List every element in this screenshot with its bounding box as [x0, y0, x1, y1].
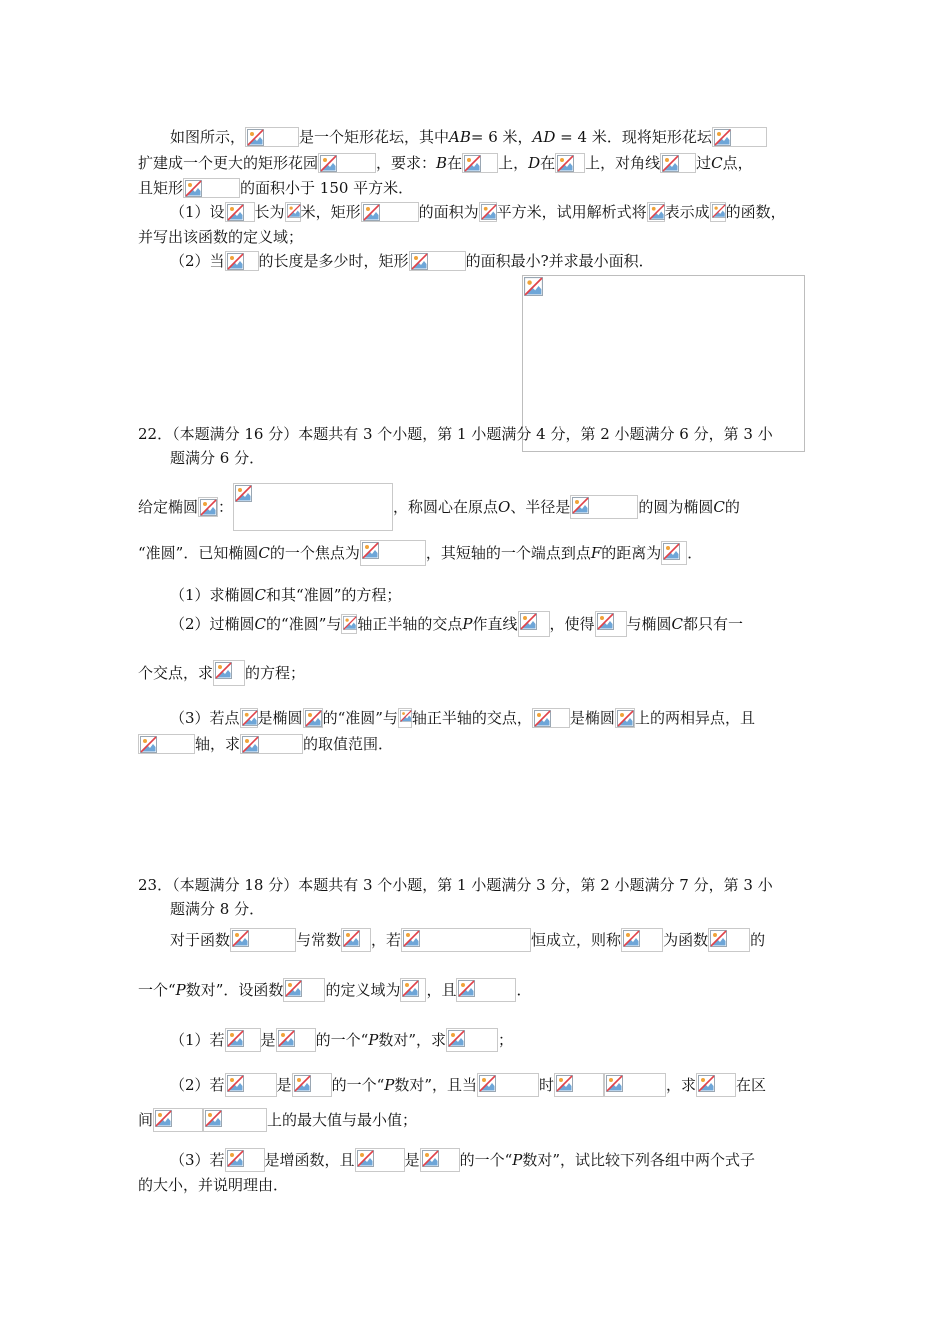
text: 上， [498, 154, 529, 172]
text: 的一个“ [331, 1076, 385, 1094]
text: （2）过椭圆 [170, 615, 255, 633]
broken-image-icon [479, 202, 497, 222]
broken-image-icon [398, 708, 412, 728]
p21-line3 [138, 177, 413, 198]
broken-image-icon [360, 540, 426, 566]
broken-image-icon [477, 1073, 539, 1097]
text: 过 [696, 154, 712, 172]
text: 平方米，试用解析式将 [496, 203, 647, 221]
text: ，若 [371, 931, 402, 949]
broken-image-icon [696, 1073, 736, 1097]
broken-image-icon [285, 202, 301, 222]
p21-line2 [138, 152, 753, 173]
broken-image-icon [318, 153, 376, 173]
text: 22．（本题满分 16 分）本题共有 3 个小题，第 1 小题满分 4 分，第 2 小题满分 6 分，第 3 小 [138, 425, 773, 443]
text: 间 [138, 1111, 154, 1129]
text: ，要求： [376, 154, 437, 172]
text: 如图所示， [170, 128, 246, 146]
broken-image-icon [661, 541, 687, 565]
text: （1）若 [170, 1031, 225, 1049]
text: 数对”．设函数 [185, 981, 284, 999]
text: 作直线 [472, 615, 518, 633]
var-D: D [528, 154, 541, 172]
text: 的函数， [725, 203, 786, 221]
text: ： [218, 498, 234, 516]
p22-q3-line2 [138, 733, 393, 754]
text: 上的最大值与最小值； [267, 1111, 418, 1129]
text: 的距离为 [601, 544, 662, 562]
broken-image-icon [225, 251, 259, 271]
text: 的圆为椭圆 [638, 498, 714, 516]
text: （3）若 [170, 1151, 225, 1169]
broken-image-icon [518, 611, 550, 637]
text: 上的两相异点，且 [634, 709, 755, 727]
broken-image-icon [341, 614, 357, 634]
text: 的一个“ [459, 1151, 513, 1169]
var-C: C [258, 544, 270, 562]
p22-q3-line1 [170, 707, 755, 728]
text: ，且 [426, 981, 457, 999]
text: 一个“ [138, 981, 176, 999]
text: 是椭圆 [257, 709, 303, 727]
p23-header-line1 [138, 874, 773, 895]
broken-image-icon [595, 611, 627, 637]
text: （2）当 [170, 252, 225, 270]
broken-image-icon [283, 978, 325, 1002]
broken-image-icon [276, 1028, 316, 1052]
text: ，求 [666, 1076, 697, 1094]
text: 是 [404, 1151, 420, 1169]
p23-line-b [138, 978, 531, 1002]
p22-header-line1 [138, 423, 773, 444]
text: （1）设 [170, 203, 225, 221]
text: 的面积最小?并求最小面积． [465, 252, 654, 270]
p23-header-line2 [170, 898, 264, 919]
text: 与常数 [296, 931, 342, 949]
broken-image-icon [303, 708, 323, 728]
broken-image-icon [240, 734, 303, 754]
var-AD: AD [532, 128, 556, 146]
text: 扩建成一个更大的矩形花园 [138, 154, 319, 172]
text: 的方程； [245, 664, 306, 682]
text: = 4 米．现将矩形花坛 [555, 128, 712, 146]
text: 数对”，且当 [394, 1076, 477, 1094]
text: ，其短轴的一个端点到点 [425, 544, 591, 562]
broken-image-icon [462, 153, 498, 173]
text: 的一个“ [315, 1031, 369, 1049]
p22-line-a [138, 483, 740, 531]
text: （2）若 [170, 1076, 225, 1094]
broken-image-icon [230, 928, 296, 952]
text: （3）若点 [170, 709, 240, 727]
broken-image-icon [225, 202, 255, 222]
text: 长为 [254, 203, 285, 221]
p23-line-a [170, 928, 765, 952]
text: 轴正半轴的交点， [411, 709, 532, 727]
broken-image-icon [240, 708, 258, 728]
text: ，称圆心在原点 [393, 498, 499, 516]
text: 点， [722, 154, 753, 172]
broken-image-icon [361, 202, 419, 222]
text: 轴正半轴的交点 [357, 615, 463, 633]
p21-line6 [170, 250, 654, 271]
p23-q2-line2 [138, 1108, 417, 1132]
text: 是一个矩形花坛，其中 [299, 128, 450, 146]
text: 的面积小于 150 平方米． [240, 179, 414, 197]
p23-q3-line2 [138, 1174, 288, 1195]
text: 是 [276, 1076, 292, 1094]
broken-image-icon [183, 178, 240, 198]
var-P: P [384, 1076, 395, 1094]
var-C: C [671, 615, 684, 633]
broken-image-icon [420, 1148, 460, 1172]
broken-image-icon [554, 1073, 604, 1097]
broken-image-icon [225, 1148, 265, 1172]
broken-image-icon [712, 127, 767, 147]
text: 、半径是 [510, 498, 571, 516]
var-AB: AB [449, 128, 471, 146]
text: 的“准圆”与 [322, 709, 398, 727]
broken-image-icon [292, 1073, 332, 1097]
broken-image-icon [198, 497, 218, 517]
broken-image-icon [233, 483, 393, 531]
text: 恒成立，则称 [531, 931, 622, 949]
text: 并写出该函数的定义域； [138, 228, 304, 246]
text: 的定义域为 [325, 981, 401, 999]
text: 的 [724, 498, 740, 516]
broken-image-icon [409, 251, 466, 271]
broken-image-icon [532, 708, 570, 728]
text: 为函数 [663, 931, 709, 949]
broken-image-icon [400, 978, 426, 1002]
broken-image-icon [213, 660, 245, 686]
text: 在 [447, 154, 463, 172]
text: 在 [540, 154, 556, 172]
text: 的一个焦点为 [269, 544, 360, 562]
text: 且矩形 [138, 179, 184, 197]
broken-image-icon [524, 277, 543, 296]
broken-image-icon [621, 928, 663, 952]
text: 的“准圆”与 [266, 615, 342, 633]
text: 的长度是多少时，矩形 [258, 252, 409, 270]
var-P: P [368, 1031, 379, 1049]
text: ，使得 [549, 615, 595, 633]
broken-image-icon [401, 928, 531, 952]
text: ． [516, 981, 532, 999]
text: 是椭圆 [569, 709, 615, 727]
broken-image-icon [710, 202, 726, 222]
broken-image-icon [660, 153, 696, 173]
broken-image-icon [446, 1028, 498, 1052]
text: 数对”，求 [378, 1031, 446, 1049]
broken-image-icon [355, 1148, 405, 1172]
var-F: F [590, 544, 602, 562]
p23-q1 [170, 1028, 513, 1052]
broken-image-icon [138, 734, 195, 754]
var-C: C [254, 586, 267, 604]
text: 对于函数 [170, 931, 231, 949]
var-P: P [512, 1151, 523, 1169]
var-C: C [713, 498, 725, 516]
broken-image-icon [153, 1108, 203, 1132]
text: 题满分 6 分． [170, 449, 265, 467]
text: 和其“准圆”的方程； [266, 586, 402, 604]
broken-image-icon [203, 1108, 267, 1132]
broken-image-icon [570, 495, 638, 519]
p21-line4 [170, 201, 786, 222]
broken-image-icon [225, 1073, 277, 1097]
text: 在区 [736, 1076, 767, 1094]
text: ． [687, 544, 703, 562]
var-O: O [498, 498, 511, 516]
p22-q2-line2 [138, 660, 305, 686]
text: 个交点，求 [138, 664, 214, 682]
text: （1）求椭圆 [170, 586, 255, 604]
text: 23．（本题满分 18 分）本题共有 3 个小题，第 1 小题满分 3 分，第 2 小题满分 7 分，第 3 小 [138, 876, 773, 894]
text: 米，矩形 [300, 203, 361, 221]
broken-image-icon [604, 1073, 666, 1097]
broken-image-icon [647, 202, 665, 222]
text: 表示成 [664, 203, 710, 221]
var-C: C [254, 615, 267, 633]
p22-q1 [170, 584, 401, 605]
var-P: P [175, 981, 186, 999]
text: 的 [750, 931, 766, 949]
text: 与椭圆 [626, 615, 672, 633]
p22-header-line2 [170, 447, 264, 468]
p23-q2-line1 [170, 1073, 766, 1097]
text: 是 [260, 1031, 276, 1049]
text: = 6 米， [470, 128, 533, 146]
var-P: P [462, 615, 473, 633]
text: 轴，求 [195, 735, 241, 753]
var-B: B [436, 154, 448, 172]
text: 是增函数，且 [264, 1151, 355, 1169]
p23-q3-line1 [170, 1148, 755, 1172]
broken-image-icon [341, 928, 371, 952]
broken-image-icon [615, 708, 635, 728]
broken-image-icon [555, 153, 585, 173]
text: 数对”，试比较下列各组中两个式子 [522, 1151, 756, 1169]
broken-image-icon [245, 127, 299, 147]
text: 的大小，并说明理由． [138, 1176, 289, 1194]
text: ； [498, 1031, 514, 1049]
var-C: C [711, 154, 723, 172]
text: “准圆”．已知椭圆 [138, 544, 259, 562]
text: 给定椭圆 [138, 498, 199, 516]
text: 的面积为 [418, 203, 479, 221]
text: 题满分 8 分． [170, 900, 265, 918]
p21-line5 [138, 226, 303, 247]
p22-line-b [138, 540, 702, 566]
text: 时 [539, 1076, 555, 1094]
broken-image-icon [225, 1028, 261, 1052]
p22-q2-line1 [170, 611, 743, 637]
text: 都只有一 [683, 615, 744, 633]
broken-image-icon [708, 928, 750, 952]
broken-image-icon [456, 978, 516, 1002]
p21-line1 [170, 126, 767, 147]
text: 上，对角线 [585, 154, 661, 172]
text: 的取值范围． [303, 735, 394, 753]
